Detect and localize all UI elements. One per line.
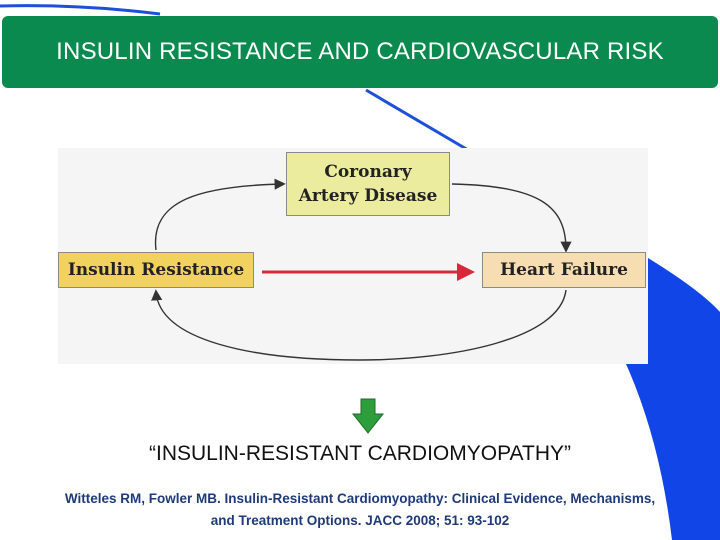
heart-failure-box: Heart Failure [482, 252, 646, 288]
subtitle: “INSULIN-RESISTANT CARDIOMYOPATHY” [149, 442, 571, 465]
citation-line-2: and Treatment Options. JACC 2008; 51: 93-102 [210, 513, 510, 528]
green-down-arrow-icon [352, 398, 384, 434]
citation-line-1: Witteles RM, Fowler MB. Insulin-Resistant Cardiomyopathy: Clinical Evidence, Mechanisms, [64, 491, 656, 506]
coronary-label-line2: Artery Disease [298, 186, 438, 206]
slide-title: INSULIN RESISTANCE AND CARDIOVASCULAR RISK [2, 16, 718, 88]
citation [10, 488, 710, 532]
arc-ir-to-cad [156, 184, 283, 250]
coronary-artery-disease-box [286, 152, 450, 216]
insulin-resistance-box: Insulin Resistance [58, 252, 254, 288]
arc-hf-to-ir [156, 290, 566, 360]
coronary-label-line1: Coronary [324, 162, 412, 182]
arc-cad-to-hf [452, 184, 566, 250]
